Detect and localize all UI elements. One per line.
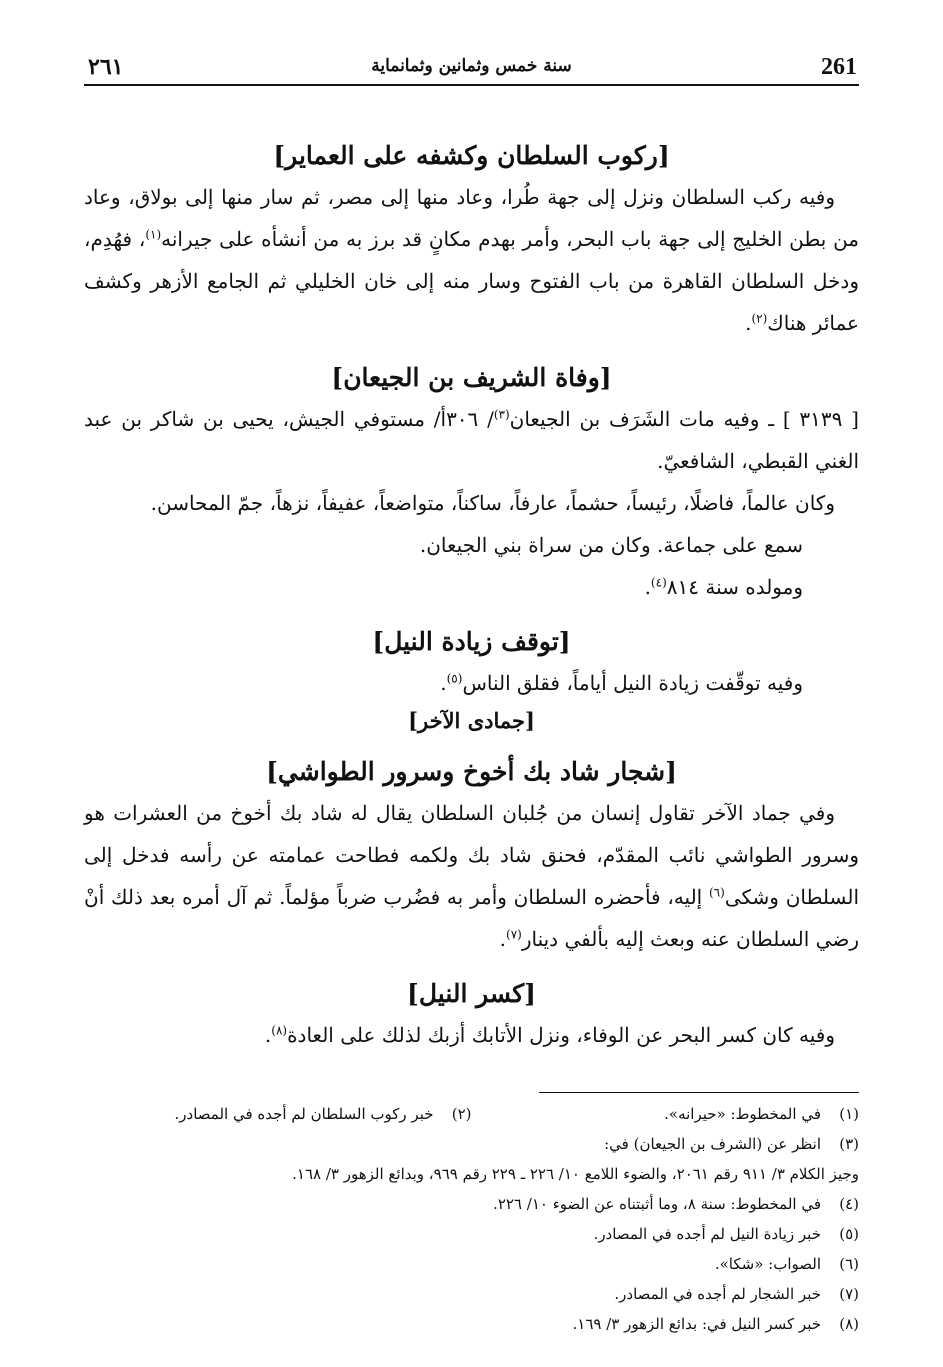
footnote-text: في المخطوط: «حيرانه». <box>664 1104 821 1123</box>
footnote-ref: (١) <box>145 227 162 242</box>
footnote <box>84 1099 472 1129</box>
paragraph-text: وفيه كان كسر البحر عن الوفاء، ونزل الأتابك أزبك لذلك على العادة <box>287 1022 835 1047</box>
footnote-number: (٨) <box>839 1314 859 1333</box>
paragraph <box>84 1014 859 1056</box>
paragraph: سمع على جماعة. وكان من سراة بني الجيعان. <box>419 533 803 557</box>
paragraph-text: إليه، فأحضره السلطان وأمر به فضُرب ضرباً مؤلماً. ثم آل أمره بعد ذلك أنْ رضي السلطان عنه وبعث إليه بألفي دينار <box>84 884 859 951</box>
section-heading: [توقف زيادة النيل] <box>372 627 571 656</box>
running-header <box>84 48 859 86</box>
footnote <box>84 1189 859 1219</box>
footnote <box>472 1099 860 1129</box>
footnote-text: الصواب: «شكا». <box>714 1254 821 1273</box>
footnote-number: (٥) <box>839 1224 859 1243</box>
footnote-text: خبر ركوب السلطان لم أجده في المصادر. <box>174 1104 434 1123</box>
footnote-number: (٤) <box>839 1194 859 1213</box>
paragraph-end: . <box>745 311 752 335</box>
footnote-ref: (٨) <box>271 1022 288 1037</box>
footnote-number: (٢) <box>451 1104 472 1123</box>
section-heading: [كسر النيل] <box>407 978 536 1008</box>
paragraph <box>84 662 859 704</box>
section-nile-flood <box>84 974 859 1056</box>
paragraph <box>84 398 859 482</box>
paragraph <box>84 176 859 344</box>
paragraph-end: . <box>644 575 651 599</box>
footnotes <box>84 1099 859 1339</box>
section-heading: [شجار شاد بك أخوخ وسرور الطواشي] <box>266 756 677 786</box>
footnote-text: في المخطوط: سنة ٨، وما أثبتناه عن الضوء ١٠/ ٢٢٦. <box>493 1194 821 1213</box>
footnote-text: وجيز الكلام ٣/ ٩١١ رقم ٢٠٦١، والضوء اللامع ١٠/ ٢٢٦ ـ ٢٢٩ رقم ٩٦٩، وبدائع الزهور ٣/ ١٦٨. <box>292 1164 859 1183</box>
page-number-arabic: ٢٦١ <box>88 54 124 80</box>
footnote-divider <box>539 1092 859 1093</box>
section-heading: [وفاة الشريف بن الجيعان] <box>331 363 612 392</box>
footnote-number: (٣) <box>839 1134 859 1153</box>
footnote-ref: (٦) <box>708 884 725 899</box>
section-heading: [ركوب السلطان وكشفه على العماير] <box>273 141 670 170</box>
section-death-notice <box>84 358 859 608</box>
section-quarrel <box>84 752 859 960</box>
paragraph-end: . <box>440 671 447 695</box>
page-number-latin: 261 <box>821 54 857 80</box>
footnote <box>84 1219 859 1249</box>
footnote-number: (٧) <box>839 1284 859 1303</box>
paragraph-text: / ٣٠٦أ/ مستوفي الجيش، يحيى بن شاكر بن عبد الغني القبطي، الشافعيّ. <box>84 407 859 473</box>
footnote <box>84 1129 859 1159</box>
paragraph <box>84 566 859 608</box>
footnote <box>84 1279 859 1309</box>
footnote-text: خبر زيادة النيل لم أجده في المصادر. <box>593 1224 821 1243</box>
paragraph-end: . <box>264 1022 272 1047</box>
footnote-ref: (٤) <box>650 575 667 590</box>
footnote-ref: (٥) <box>446 671 463 686</box>
footnote-continuation <box>84 1159 859 1189</box>
paragraph-text: [ ٣١٣٩ ] ـ وفيه مات الشَرَف بن الجيعان <box>509 407 859 431</box>
paragraph-end: . <box>499 926 506 951</box>
section-nile-halt <box>84 622 859 738</box>
footnote-ref: (٢) <box>751 311 768 326</box>
footnote-text: خبر الشجار لم أجده في المصادر. <box>614 1284 821 1303</box>
footnote-ref: (٣) <box>493 407 510 422</box>
paragraph-text: وفيه توقّفت زيادة النيل أياماً، فقلق الناس <box>462 671 803 695</box>
paragraph-text: ومولده سنة ٨١٤ <box>666 575 803 599</box>
footnote-text: خبر كسر النيل في: بدائع الزهور ٣/ ١٦٩. <box>572 1314 821 1333</box>
footnote-number: (٦) <box>839 1254 859 1273</box>
running-title: سنة خمس وثمانين وثمانماية <box>371 56 572 76</box>
paragraph <box>84 792 859 960</box>
footnote-text: انظر عن (الشرف بن الجيعان) في: <box>604 1134 821 1153</box>
paragraph: وكان عالماً، فاضلًا، رئيساً، حشماً، عارفاً، ساكناً، متواضعاً، عفيفاً، نزهاً، جمّ المحاسن. <box>150 491 835 515</box>
main-text <box>84 136 859 1056</box>
month-heading: [جمادى الآخر] <box>408 708 535 733</box>
footnote-number: (١) <box>839 1104 859 1123</box>
footnote-ref: (٧) <box>506 926 522 941</box>
footnote-pair <box>84 1099 859 1129</box>
footnote <box>84 1309 859 1339</box>
footnote <box>84 1249 859 1279</box>
paragraph-text: ، فهُدِم، ودخل السلطان القاهرة من باب الفتوح وسار منه إلى خان الخليلي ثم الجامع الأزهر وكشف عمائر هناك <box>84 227 859 335</box>
section-sultan-ride <box>84 136 859 344</box>
paragraph-text: وفي جماد الآخر تقاول إنسان من جُلبان السلطان يقال له شاد بك أخوخ من العشرات هو وسرور الطواشي نائب المقدّم، فحنق شاد بك ولكمه فطاحت عمامته عن رأسه فدخل إلى السلطان وشكى <box>84 800 859 909</box>
paragraph-text: وفيه ركب السلطان ونزل إلى جهة طُرا، وعاد منها إلى مصر، ثم سار منها إلى بولاق، وعاد من بطن الخليج إلى جهة باب البحر، وأمر بهدم مكانٍ قد برز به من أنشأه على جيرانه <box>84 185 860 251</box>
